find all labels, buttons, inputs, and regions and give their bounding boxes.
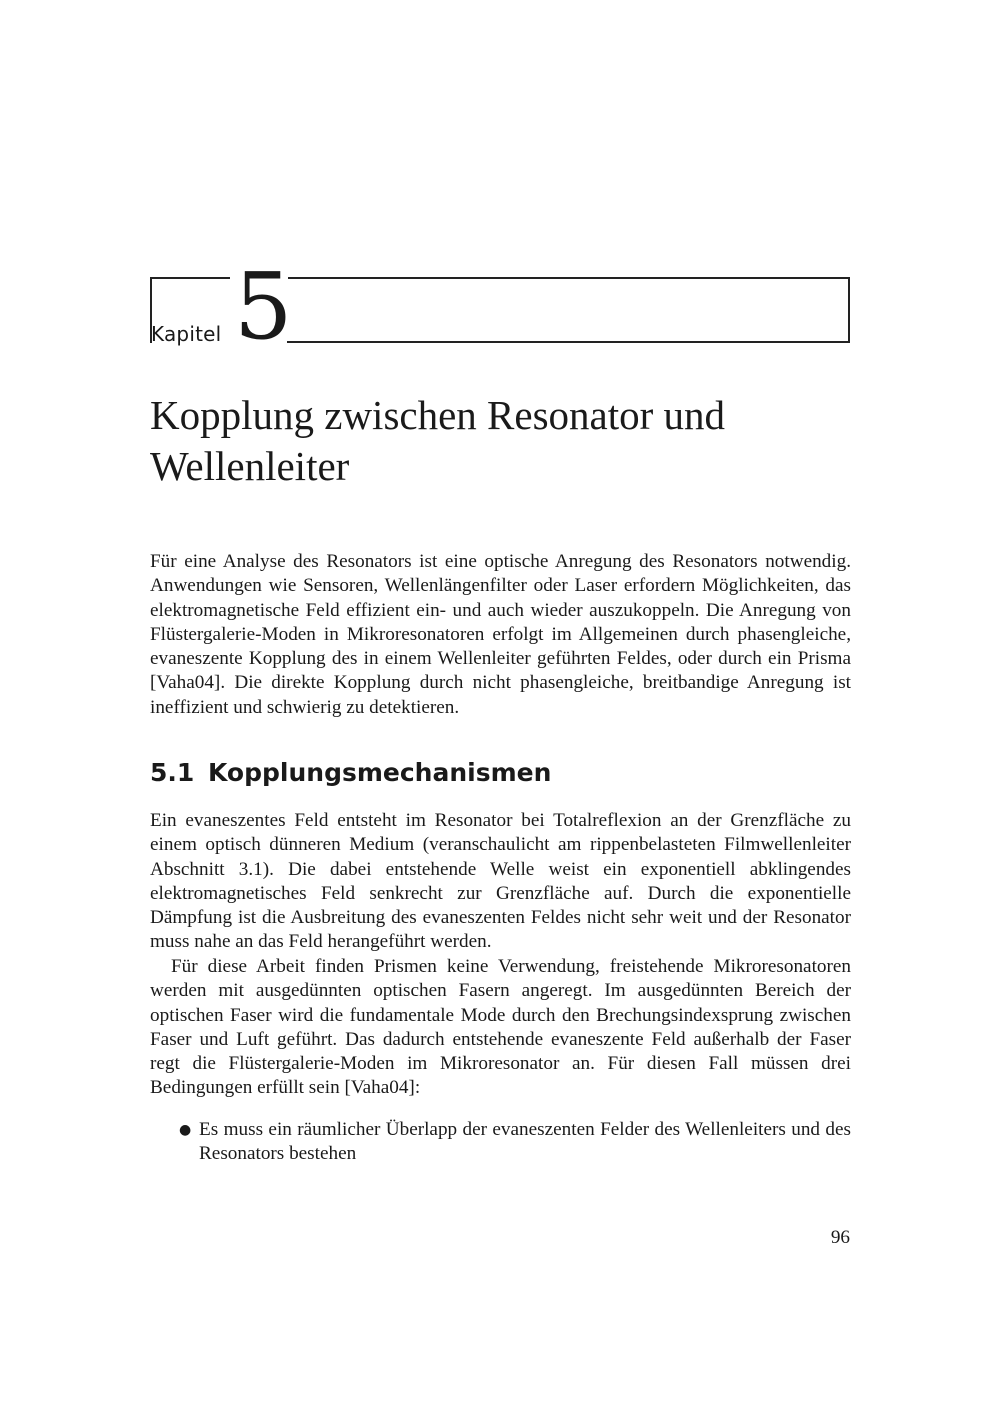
intro-paragraph: Für eine Analyse des Resonators ist eine optische Anregung des Resonators notwendig. Anwendungen wie Sensoren, Wellenlängenfilter oder Laser erfordern Möglichkeiten, das elektromagnetische Feld effizient ein- und auch wieder auszukoppeln. Die Anregung von Flüstergalerie-Moden in Mikroresonatoren erfolgt im Allgemeinen durch phasengleiche, evaneszente Kopplung des in einem Wellenleiter geführten Feldes, oder durch ein Prisma [Vaha04]. Die direkte Kopplung durch nicht phasengleiche, breitbandige Anregung ist ineffizient und schwierig zu detektieren.: [150, 551, 851, 718]
conditions-list: [150, 1118, 851, 1167]
chapter-title-line2: Wellenleiter: [150, 443, 350, 489]
chapter-title: [150, 390, 870, 492]
chapter-frame-rule: [287, 341, 850, 343]
section-heading: [150, 757, 551, 789]
section-number: 5.1: [150, 758, 195, 787]
section-paragraph-1: Ein evaneszentes Feld entsteht im Resonator bei Totalreflexion an der Grenzfläche zu einem optisch dünneren Medium (veranschaulicht am rippenbelasteten Filmwellenleiter Abschnitt 3.1). Die dabei entstehende Welle weist ein exponentiell abklingendes elektromagnetisches Feld senkrecht zur Grenzfläche auf. Durch die exponentielle Dämpfung ist die Ausbreitung des evaneszenten Feldes nicht sehr weit und der Resonator muss nahe an das Feld herangeführt werden.: [150, 810, 851, 953]
section-title: Kopplungsmechanismen: [208, 758, 552, 787]
chapter-label: Kapitel: [151, 322, 222, 346]
list-item-text: Es muss ein räumlicher Überlapp der evaneszenten Felder des Wellenleiters und des Resonators bestehen: [199, 1119, 851, 1165]
chapter-title-line1: Kopplung zwischen Resonator und: [150, 392, 726, 438]
list-item: [150, 1118, 851, 1167]
bullet-icon: ●: [179, 1122, 192, 1138]
page-number: 96: [830, 1227, 850, 1248]
section-paragraph-2: Für diese Arbeit finden Prismen keine Verwendung, freistehende Mikroresonatoren werden mit ausgedünnten optischen Fasern angeregt. Im ausgedünnten Bereich der optischen Faser wird die fundamentale Mode durch den Brechungsindexsprung zwischen Faser und Luft geführt. Das dadurch entstehende evaneszente Feld außerhalb der Faser regt die Flüstergalerie-Moden im Mikroresonator an. Für diesen Fall müssen drei Bedingungen erfüllt sein [Vaha04]:: [150, 956, 851, 1099]
chapter-number: 5: [234, 253, 293, 360]
